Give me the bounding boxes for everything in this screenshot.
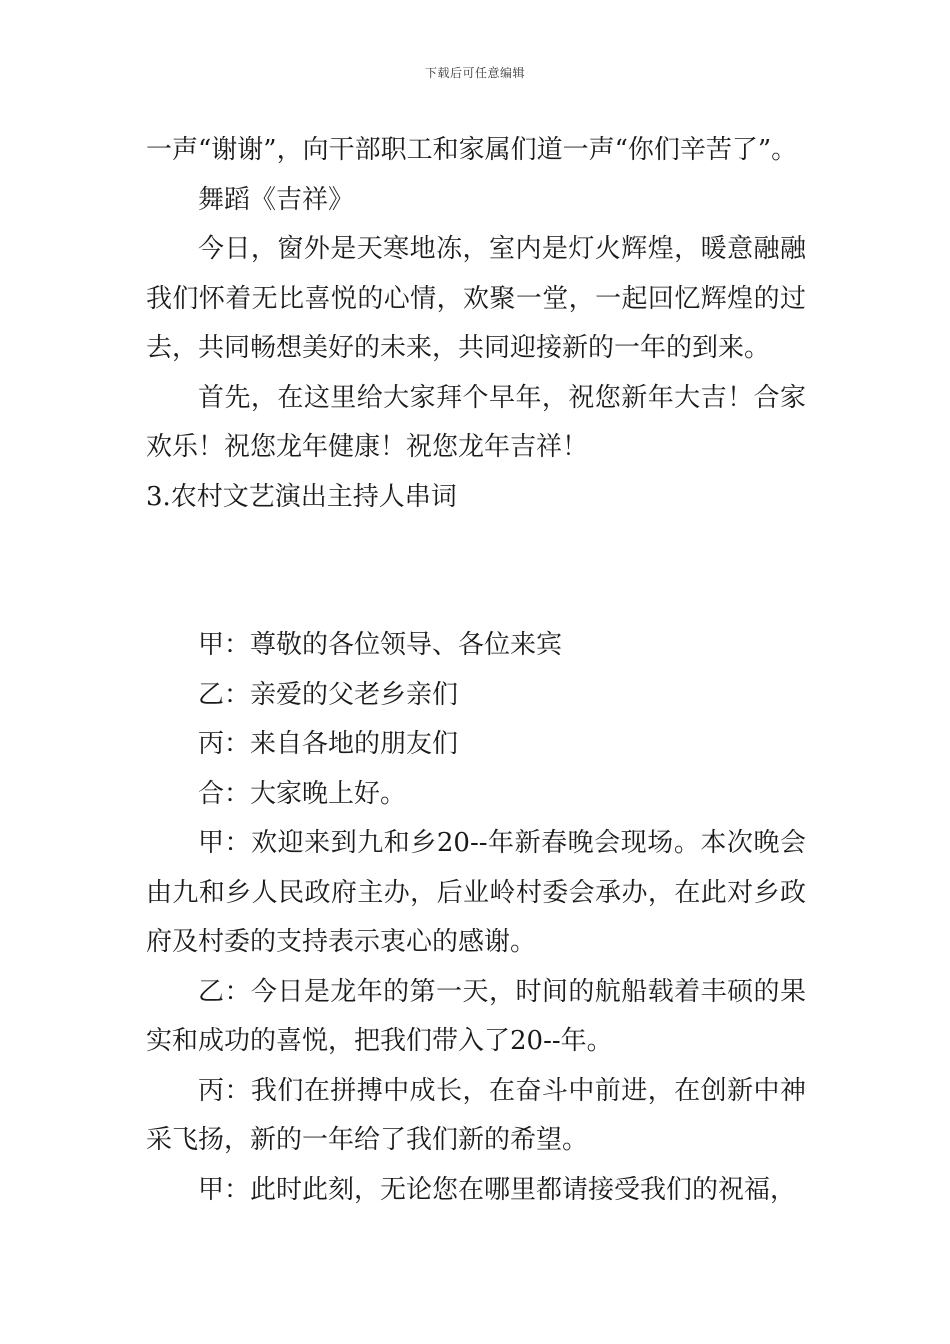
dialogue-line: 丙：来自各地的朋友们 (198, 729, 459, 759)
document-body (146, 126, 806, 1215)
dialogue-line: 丙：我们在拼搏中成长，在奋斗中前进，在创新中神采飞扬，新的一年给了我们新的希望。 (146, 1075, 806, 1155)
section-heading: 3.农村文艺演出主持人串词 (146, 481, 457, 512)
dialogue-line: 甲：此时此刻，无论您在哪里都请接受我们的祝福， (198, 1174, 797, 1205)
paragraph: 首先，在这里给大家拜个早年，祝您新年大吉！合家欢乐！祝您龙年健康！祝您龙年吉祥！ (146, 382, 806, 462)
page-header-note: 下载后可任意编辑 (424, 66, 525, 80)
dialogue-line: 合：大家晚上好。 (198, 778, 407, 809)
dialogue-line: 乙：亲爱的父老乡亲们 (198, 679, 459, 710)
paragraph: 今日，窗外是天寒地冻，室内是灯火辉煌，暖意融融我们怀着无比喜悦的心情，欢聚一堂，一起回忆辉煌的过去，共同畅想美好的未来，共同迎接新的一年的到来。 (146, 234, 806, 363)
dialogue-line: 甲：欢迎来到九和乡20--年新春晚会现场。本次晚会由九和乡人民政府主办，后业岭村委会承办，在此对乡政府及村委的支持表示衷心的感谢。 (146, 828, 806, 957)
paragraph: 一声“谢谢”，向干部职工和家属们道一声“你们辛苦了”。 (146, 135, 798, 165)
dialogue-line: 甲：尊敬的各位领导、各位来宾 (198, 630, 563, 660)
dialogue-line: 乙：今日是龙年的第一天，时间的航船载着丰硕的果实和成功的喜悦，把我们带入了20--年。 (146, 976, 806, 1056)
blank-space (146, 522, 806, 621)
program-item-title: 舞蹈《吉祥》 (198, 184, 355, 215)
